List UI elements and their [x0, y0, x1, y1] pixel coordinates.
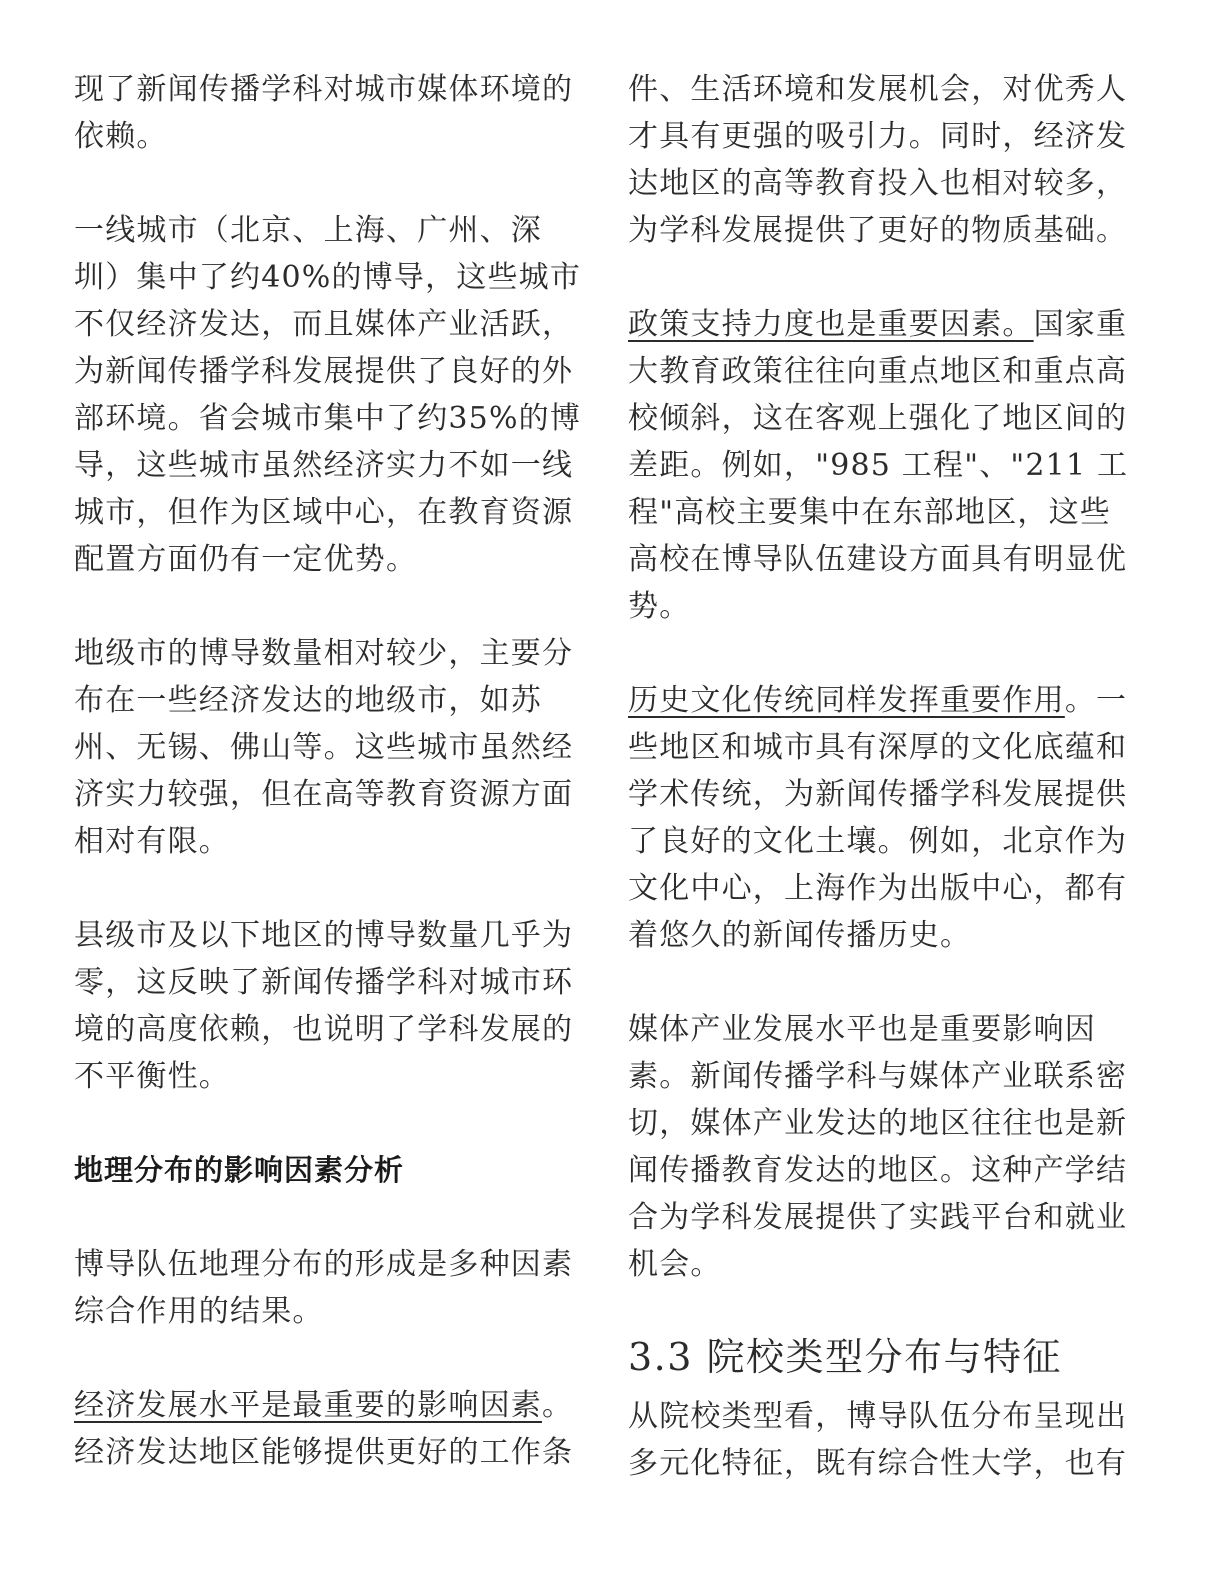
paragraph: 从院校类型看，博导队伍分布呈现出多元化特征，既有综合性大学，也有: [628, 1399, 1128, 1481]
paragraph-text: 国家重大教育政策往往向重点地区和重点高校倾斜，这在客观上强化了地区间的差距。例如，"985 工程"、"211 工程"高校主要集中在东部地区，这些高校在博导队伍建设方面具有明显优势。: [628, 307, 1129, 624]
paragraph: 件、生活环境和发展机会，对优秀人才具有更强的吸引力。同时，经济发达地区的高等教育投入也相对较多，为学科发展提供了更好的物质基础。: [628, 72, 1128, 248]
paragraph: [74, 1382, 584, 1476]
paragraph: [628, 677, 1138, 959]
paragraph: 县级市及以下地区的博导数量几乎为零，这反映了新闻传播学科对城市环境的高度依赖，也说明了学科发展的不平衡性。: [74, 918, 574, 1094]
paragraph: 地级市的博导数量相对较少，主要分布在一些经济发达的地级市，如苏州、无锡、佛山等。这些城市虽然经济实力较强，但在高等教育资源方面相对有限。: [74, 636, 574, 859]
underlined-phrase: 政策支持力度也是重要因素。: [628, 307, 1034, 342]
paragraph: [628, 301, 1138, 630]
subheading: 地理分布的影响因素分析: [74, 1153, 405, 1187]
paragraph: 媒体产业发展水平也是重要影响因素。新闻传播学科与媒体产业联系密切，媒体产业发达的地区往往也是新闻传播教育发达的地区。这种产学结合为学科发展提供了实践平台和就业机会。: [628, 1012, 1128, 1282]
paragraph-text: 。一些地区和城市具有深厚的文化底蕴和学术传统，为新闻传播学科发展提供了良好的文化土壤。例如，北京作为文化中心，上海作为出版中心，都有着悠久的新闻传播历史。: [628, 683, 1128, 953]
paragraph-text: 。经济发达地区能够提供更好的工作条: [74, 1388, 574, 1470]
underlined-phrase: 经济发展水平是最重要的影响因素: [74, 1388, 542, 1423]
underlined-phrase: 历史文化传统同样发挥重要作用: [628, 683, 1065, 718]
section-heading: 3.3 院校类型分布与特征: [628, 1335, 1063, 1379]
paragraph: 博导队伍地理分布的形成是多种因素综合作用的结果。: [74, 1247, 574, 1329]
right-column: [628, 66, 1138, 1487]
paragraph: 一线城市（北京、上海、广州、深圳）集中了约40%的博导，这些城市不仅经济发达，而且媒体产业活跃，为新闻传播学科发展提供了良好的外部环境。省会城市集中了约35%的博导，这些城市虽然经济实力不如一线城市，但作为区域中心，在教育资源配置方面仍有一定优势。: [74, 213, 582, 577]
paragraph: 现了新闻传播学科对城市媒体环境的依赖。: [74, 72, 574, 154]
left-column: [74, 66, 584, 1476]
